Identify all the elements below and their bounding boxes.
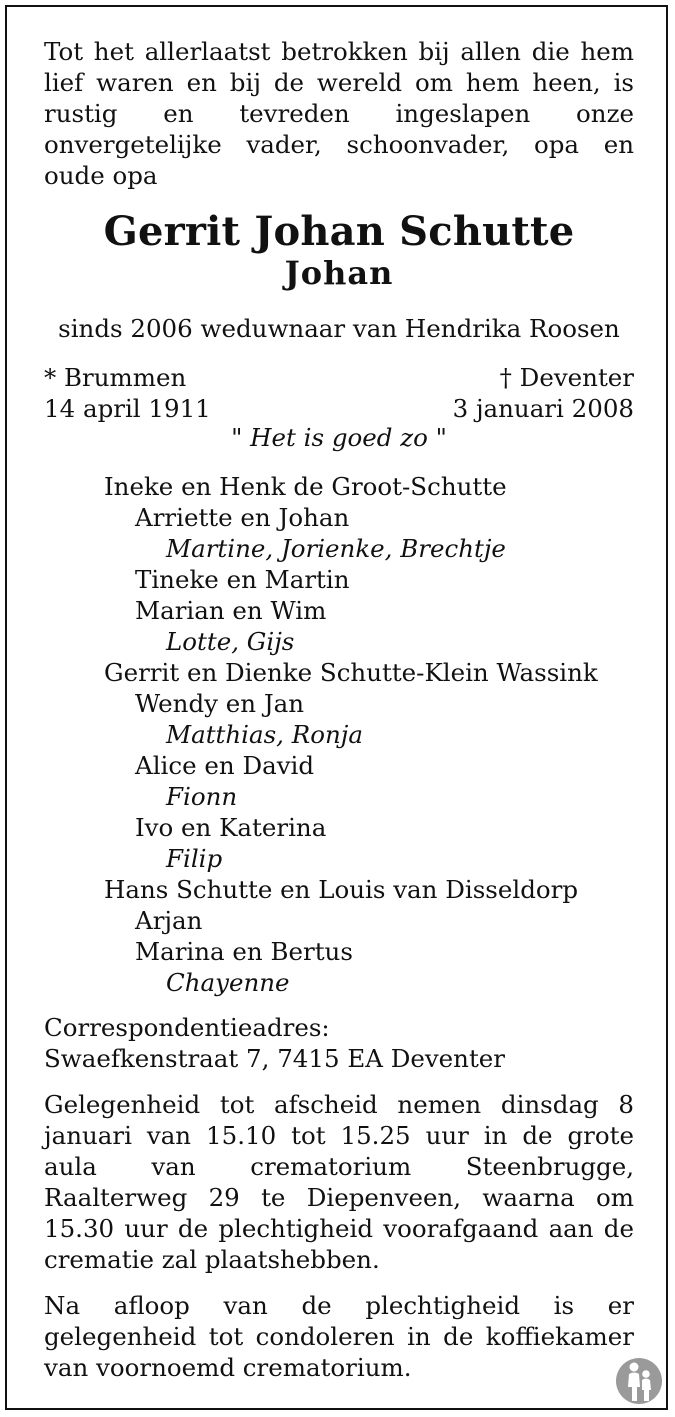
- life-dates: [44, 362, 634, 424]
- family-line: Marina en Bertus: [135, 937, 353, 966]
- farewell-text: Gelegenheid tot afscheid nemen dinsdag 8 januari van 15.10 tot 15.25 uur in de grote aula van crematorium Steenbrugge, Raalterweg 29 te Diepenveen, waarna om 15.30 uur de plechtigheid voorafgaand aan de crematie zal plaatshebben.: [44, 1090, 634, 1274]
- death-place: † Deventer: [499, 363, 634, 392]
- family-line: Marian en Wim: [135, 596, 327, 625]
- family-line: Matthias, Ronja: [166, 720, 363, 749]
- correspondence: [44, 1012, 634, 1074]
- announcement-content: [44, 36, 634, 1383]
- birth-info: [44, 362, 211, 424]
- widow-line: sinds 2006 weduwnaar van Hendrika Roosen: [58, 314, 620, 343]
- family-line: Tineke en Martin: [135, 565, 350, 594]
- family-line: Hans Schutte en Louis van Disseldorp: [104, 875, 579, 904]
- deceased-nickname: Johan: [284, 254, 394, 292]
- family-line: Alice en David: [135, 751, 315, 780]
- family-line: Ivo en Katerina: [135, 813, 327, 842]
- family-line: Martine, Jorienke, Brechtje: [166, 534, 506, 563]
- deceased-name: Gerrit Johan Schutte: [103, 208, 575, 255]
- family-line: Fionn: [166, 782, 238, 811]
- condolence-text: Na afloop van de plechtigheid is er gelegenheid tot condoleren in de koffiekamer van voornoemd crematorium.: [44, 1291, 634, 1382]
- death-info: [453, 362, 634, 424]
- intro-text: Tot het allerlaatst betrokken bij allen die hem lief waren en bij de wereld om hem heen, is rustig en tevreden ingeslapen onze onvergetelijke vader, schoonvader, opa en oude opa: [44, 37, 634, 190]
- birth-place: * Brummen: [44, 363, 187, 392]
- family-line: Wendy en Jan: [135, 689, 305, 718]
- family-line: Lotte, Gijs: [166, 627, 295, 656]
- quote: " Het is goed zo ": [231, 423, 447, 452]
- family-line: Arjan: [135, 906, 203, 935]
- family-line: Chayenne: [166, 968, 290, 997]
- correspondence-address: Swaefkenstraat 7, 7415 EA Deventer: [44, 1044, 506, 1073]
- family-line: Gerrit en Dienke Schutte-Klein Wassink: [104, 658, 598, 687]
- family-line: Filip: [166, 844, 223, 873]
- family-list: [44, 471, 634, 998]
- death-date: 3 januari 2008: [452, 394, 634, 423]
- family-line: Ineke en Henk de Groot-Schutte: [104, 472, 507, 501]
- grief-figures-icon: [615, 1357, 663, 1405]
- family-line: Arriette en Johan: [135, 503, 350, 532]
- correspondence-label: Correspondentieadres:: [44, 1013, 330, 1042]
- birth-date: 14 april 1911: [44, 394, 211, 423]
